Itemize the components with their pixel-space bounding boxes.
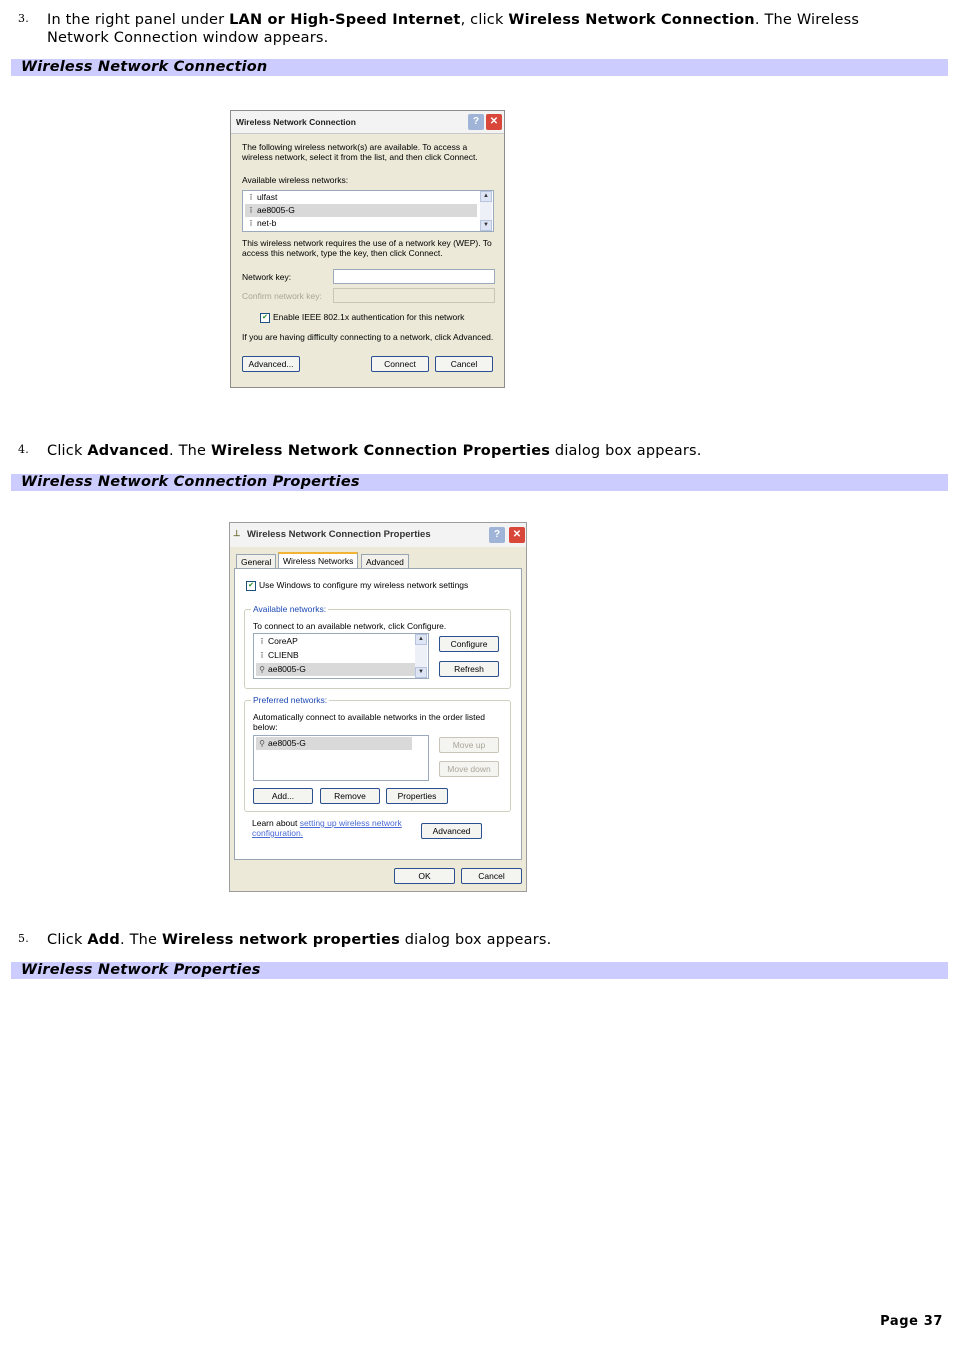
antenna-icon: ǐ bbox=[261, 637, 263, 646]
network-icon: ⊥ bbox=[233, 528, 241, 538]
title-bar bbox=[230, 523, 526, 547]
wireless-connection-screenshot bbox=[230, 110, 505, 388]
tab-general[interactable]: General bbox=[236, 554, 276, 569]
advanced-button[interactable]: Advanced... bbox=[242, 356, 300, 372]
scroll-up-icon[interactable]: ▲ bbox=[480, 191, 492, 202]
connect-button[interactable]: Connect bbox=[371, 356, 429, 372]
antenna-icon: ǐ bbox=[250, 206, 252, 215]
window-title: Wireless Network Connection Properties bbox=[247, 529, 431, 540]
move-down-button[interactable]: Move down bbox=[439, 761, 499, 777]
section-bar bbox=[11, 59, 948, 76]
setup-link[interactable]: setting up wireless network configuration. bbox=[252, 818, 402, 838]
list-item[interactable]: ǐ ae8005-G bbox=[245, 204, 477, 217]
antenna-icon: ǐ bbox=[261, 651, 263, 660]
antenna-icon: ǐ bbox=[250, 219, 252, 228]
page-number: Page 37 bbox=[880, 1314, 943, 1329]
preferred-list[interactable] bbox=[253, 735, 429, 781]
trouble-text: If you are having difficulty connecting to a network, click Advanced. bbox=[242, 332, 494, 342]
available-text: To connect to an available network, click Configure. bbox=[253, 621, 447, 631]
move-up-button[interactable]: Move up bbox=[439, 737, 499, 753]
check-icon: ✔ bbox=[260, 313, 270, 323]
configure-button[interactable]: Configure bbox=[439, 636, 499, 652]
close-icon[interactable]: ✕ bbox=[486, 114, 502, 130]
scrollbar[interactable] bbox=[415, 634, 427, 678]
check-icon: ✔ bbox=[246, 581, 256, 591]
step-text: Click Advanced. The Wireless Network Connection Properties dialog box appears. bbox=[47, 443, 702, 459]
list-item[interactable]: ǐ CoreAP bbox=[256, 635, 416, 648]
section-bar bbox=[11, 474, 948, 491]
network-list[interactable] bbox=[242, 190, 494, 232]
refresh-button[interactable]: Refresh bbox=[439, 661, 499, 677]
list-item[interactable]: ǐ net-b bbox=[245, 217, 477, 230]
step-number: 3. bbox=[18, 12, 29, 25]
preferred-legend: Preferred networks: bbox=[253, 695, 328, 705]
use-windows-checkbox[interactable]: ✔ Use Windows to configure my wireless network settings bbox=[246, 580, 468, 591]
available-list[interactable] bbox=[253, 633, 429, 679]
antenna-icon: ǐ bbox=[250, 193, 252, 202]
section-title: Wireless Network Connection bbox=[21, 59, 268, 75]
properties-button[interactable]: Properties bbox=[386, 788, 448, 804]
help-icon[interactable]: ? bbox=[468, 114, 484, 130]
key-label: Network key: bbox=[242, 272, 292, 282]
window-title: Wireless Network Connection bbox=[236, 117, 356, 127]
step-text: Click Add. The Wireless network properties dialog box appears. bbox=[47, 932, 552, 948]
scrollbar[interactable] bbox=[480, 191, 492, 231]
step-number: 4. bbox=[18, 443, 29, 456]
available-group bbox=[244, 604, 511, 689]
list-item[interactable]: ǐ CLIENB bbox=[256, 649, 416, 662]
confirm-key-label: Confirm network key: bbox=[242, 291, 322, 301]
tab-advanced[interactable]: Advanced bbox=[361, 554, 409, 569]
intro-text: The following wireless network(s) are available. To access a wireless network, select it from the list, and then click Connect. bbox=[242, 142, 478, 162]
section-bar bbox=[11, 962, 948, 979]
list-item[interactable]: ⚲ ae8005-G bbox=[256, 663, 416, 676]
tab-panel bbox=[234, 568, 522, 860]
network-key-input[interactable] bbox=[333, 269, 495, 284]
step-text: In the right panel under LAN or High-Speed Internet, click Wireless Network Connection. The Wireless Network Connection window appears. bbox=[47, 12, 860, 46]
ieee-checkbox[interactable]: ✔ Enable IEEE 802.1x authentication for this network bbox=[260, 312, 464, 323]
preferred-text: Automatically connect to available networks in the order listed below: bbox=[253, 712, 485, 732]
preferred-group bbox=[244, 695, 511, 812]
scroll-down-icon[interactable]: ▼ bbox=[480, 220, 492, 231]
step-number: 5. bbox=[18, 932, 29, 945]
remove-button[interactable]: Remove bbox=[320, 788, 380, 804]
confirm-key-input[interactable] bbox=[333, 288, 495, 303]
wireless-icon: ⚲ bbox=[259, 739, 265, 748]
section-title: Wireless Network Connection Properties bbox=[21, 474, 360, 490]
scroll-up-icon[interactable]: ▲ bbox=[415, 634, 427, 645]
available-legend: Available networks: bbox=[253, 604, 327, 614]
advanced-button[interactable]: Advanced bbox=[421, 823, 482, 839]
connection-properties-screenshot bbox=[229, 522, 527, 892]
close-icon[interactable]: ✕ bbox=[509, 527, 525, 543]
list-label: Available wireless networks: bbox=[242, 175, 349, 185]
list-item[interactable]: ⚲ ae8005-G bbox=[256, 737, 412, 750]
scroll-down-icon[interactable]: ▼ bbox=[415, 667, 427, 678]
cancel-button[interactable]: Cancel bbox=[435, 356, 493, 372]
learn-about-text: Learn about setting up wireless network configuration. bbox=[252, 818, 402, 838]
add-button[interactable]: Add... bbox=[253, 788, 313, 804]
title-bar bbox=[231, 111, 504, 134]
wireless-icon: ⚲ bbox=[259, 665, 265, 674]
wep-text: This wireless network requires the use of a network key (WEP). To access this network, type the key, then click Connect. bbox=[242, 238, 492, 258]
help-icon[interactable]: ? bbox=[489, 527, 505, 543]
list-item[interactable]: ǐ ulfast bbox=[245, 191, 477, 204]
ok-button[interactable]: OK bbox=[394, 868, 455, 884]
cancel-button[interactable]: Cancel bbox=[461, 868, 522, 884]
tab-wireless-networks[interactable]: Wireless Networks bbox=[278, 552, 358, 571]
section-title: Wireless Network Properties bbox=[21, 962, 261, 978]
